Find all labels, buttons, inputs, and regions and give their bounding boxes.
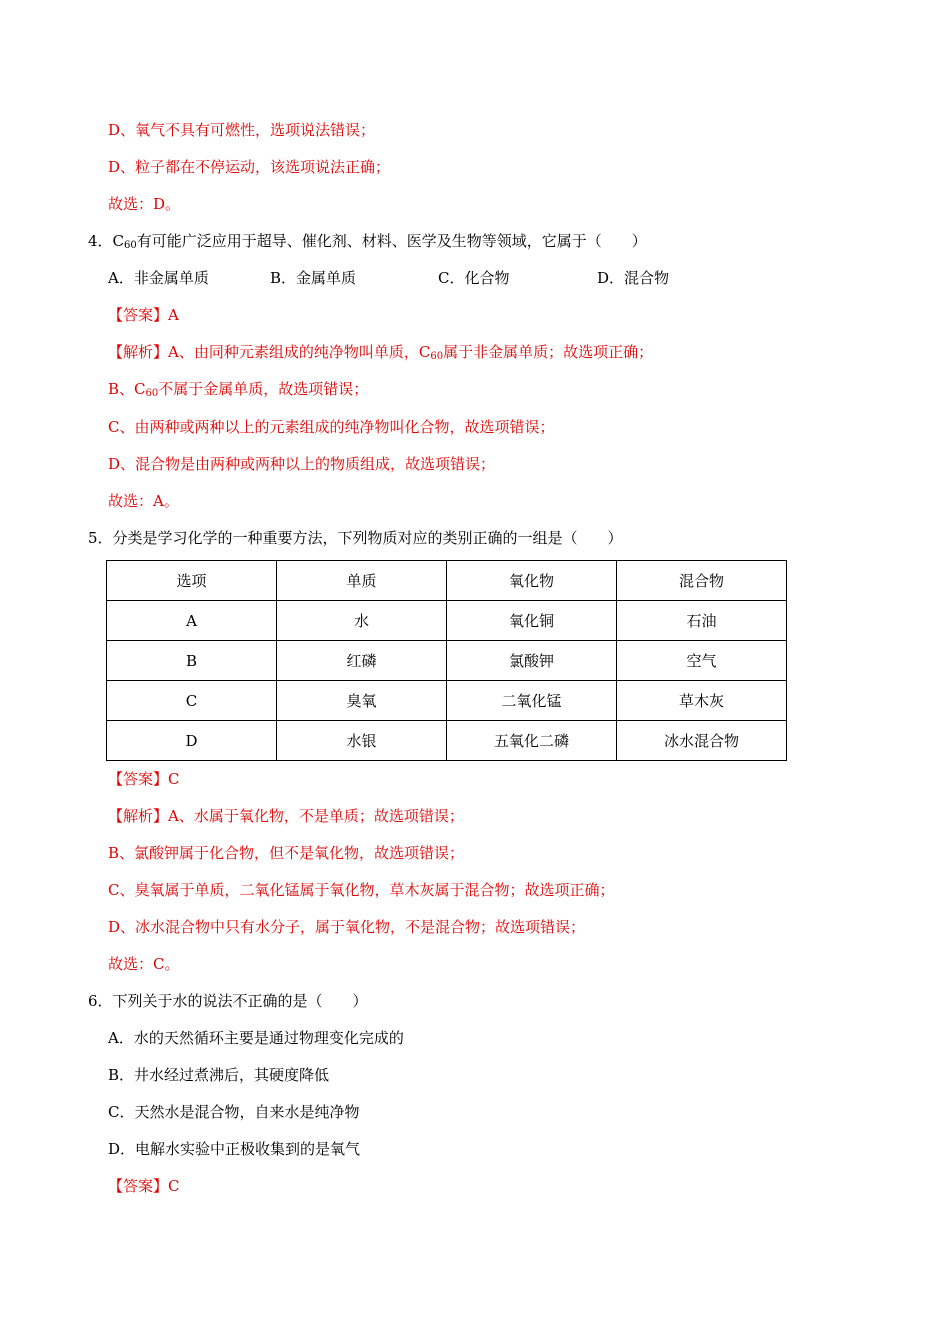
explanation-line: D、粒子都在不停运动，该选项说法正确；	[108, 158, 391, 176]
answer-value: C	[168, 1177, 180, 1195]
option-b: B．井水经过煮沸后，其硬度降低	[108, 1066, 330, 1084]
explanation-text: A、水属于氧化物，不是单质；故选项错误；	[168, 807, 464, 825]
table-row	[107, 721, 787, 761]
explanation-tag: 【解析】	[108, 807, 169, 825]
answer-tag: 【答案】	[108, 770, 169, 788]
answer-line	[108, 768, 180, 790]
table-cell: 草木灰	[617, 681, 787, 721]
table-header-cell: 选项	[107, 561, 277, 601]
table-cell: 氧化铜	[447, 601, 617, 641]
explanation-line: D、冰水混合物中只有水分子，属于氧化物，不是混合物；故选项错误；	[108, 918, 586, 936]
option-a: A．非金属单质	[108, 269, 209, 287]
option-b: B．金属单质	[270, 269, 357, 287]
explanation-line	[108, 805, 464, 827]
classification-table	[106, 560, 787, 761]
question-4	[88, 230, 647, 252]
explanation-line: D、混合物是由两种或两种以上的物质组成，故选项错误；	[108, 455, 496, 473]
question-5: 5．分类是学习化学的一种重要方法，下列物质对应的类别正确的一组是（ ）	[88, 529, 623, 547]
table-header-cell: 氧化物	[447, 561, 617, 601]
explanation-text: 属于非金属单质；故选项正确；	[443, 343, 654, 361]
option-d: D．电解水实验中正极收集到的是氧气	[108, 1140, 361, 1158]
table-header-cell: 混合物	[617, 561, 787, 601]
table-cell: A	[107, 601, 277, 641]
table-cell: 臭氧	[277, 681, 447, 721]
subscript: 60	[124, 240, 137, 251]
table-cell: 石油	[617, 601, 787, 641]
selection-line: 故选：D。	[108, 195, 181, 213]
table-header-row	[107, 561, 787, 601]
table-cell: D	[107, 721, 277, 761]
answer-value: A	[168, 306, 179, 324]
answer-tag: 【答案】	[108, 306, 169, 324]
answer-line	[108, 304, 179, 326]
explanation-tag: 【解析】	[108, 343, 169, 361]
selection-line: 故选：A。	[108, 492, 179, 510]
selection-line: 故选：C。	[108, 955, 180, 973]
table-cell: 氯酸钾	[447, 641, 617, 681]
answer-line	[108, 1175, 180, 1197]
table-row	[107, 641, 787, 681]
explanation-line: C、臭氧属于单质，二氧化锰属于氧化物，草木灰属于混合物；故选项正确；	[108, 881, 615, 899]
table-row	[107, 601, 787, 641]
option-a: A．水的天然循环主要是通过物理变化完成的	[108, 1029, 404, 1047]
table-cell: 水银	[277, 721, 447, 761]
question-6: 6．下列关于水的说法不正确的是（ ）	[88, 992, 368, 1010]
table-cell: 水	[277, 601, 447, 641]
answer-value: C	[168, 770, 180, 788]
explanation-line	[108, 341, 653, 363]
table-cell: C	[107, 681, 277, 721]
option-c: C．天然水是混合物，自来水是纯净物	[108, 1103, 360, 1121]
table-cell: 二氧化锰	[447, 681, 617, 721]
option-c: C．化合物	[438, 269, 510, 287]
explanation-text: 不属于金属单质，故选项错误；	[158, 380, 369, 398]
explanation-line: D、氧气不具有可燃性，选项说法错误；	[108, 121, 376, 139]
table-cell: B	[107, 641, 277, 681]
table-header-cell: 单质	[277, 561, 447, 601]
explanation-line	[108, 378, 368, 400]
answer-tag: 【答案】	[108, 1177, 169, 1195]
explanation-text: B、C	[108, 380, 146, 398]
subscript: 60	[145, 388, 159, 399]
option-d: D．混合物	[597, 269, 670, 287]
table-row	[107, 681, 787, 721]
table-cell: 红磷	[277, 641, 447, 681]
subscript: 60	[430, 351, 444, 362]
explanation-line: B、氯酸钾属于化合物，但不是氧化物，故选项错误；	[108, 844, 465, 862]
table-cell: 空气	[617, 641, 787, 681]
table-cell: 五氧化二磷	[447, 721, 617, 761]
table-cell: 冰水混合物	[617, 721, 787, 761]
explanation-line: C、由两种或两种以上的元素组成的纯净物叫化合物，故选项错误；	[108, 418, 555, 436]
question-4-prefix: 4．C	[88, 232, 125, 250]
question-4-text: 有可能广泛应用于超导、催化剂、材料、医学及生物等领域，它属于（ ）	[136, 232, 647, 250]
explanation-text: A、由同种元素组成的纯净物叫单质，C	[168, 343, 431, 361]
